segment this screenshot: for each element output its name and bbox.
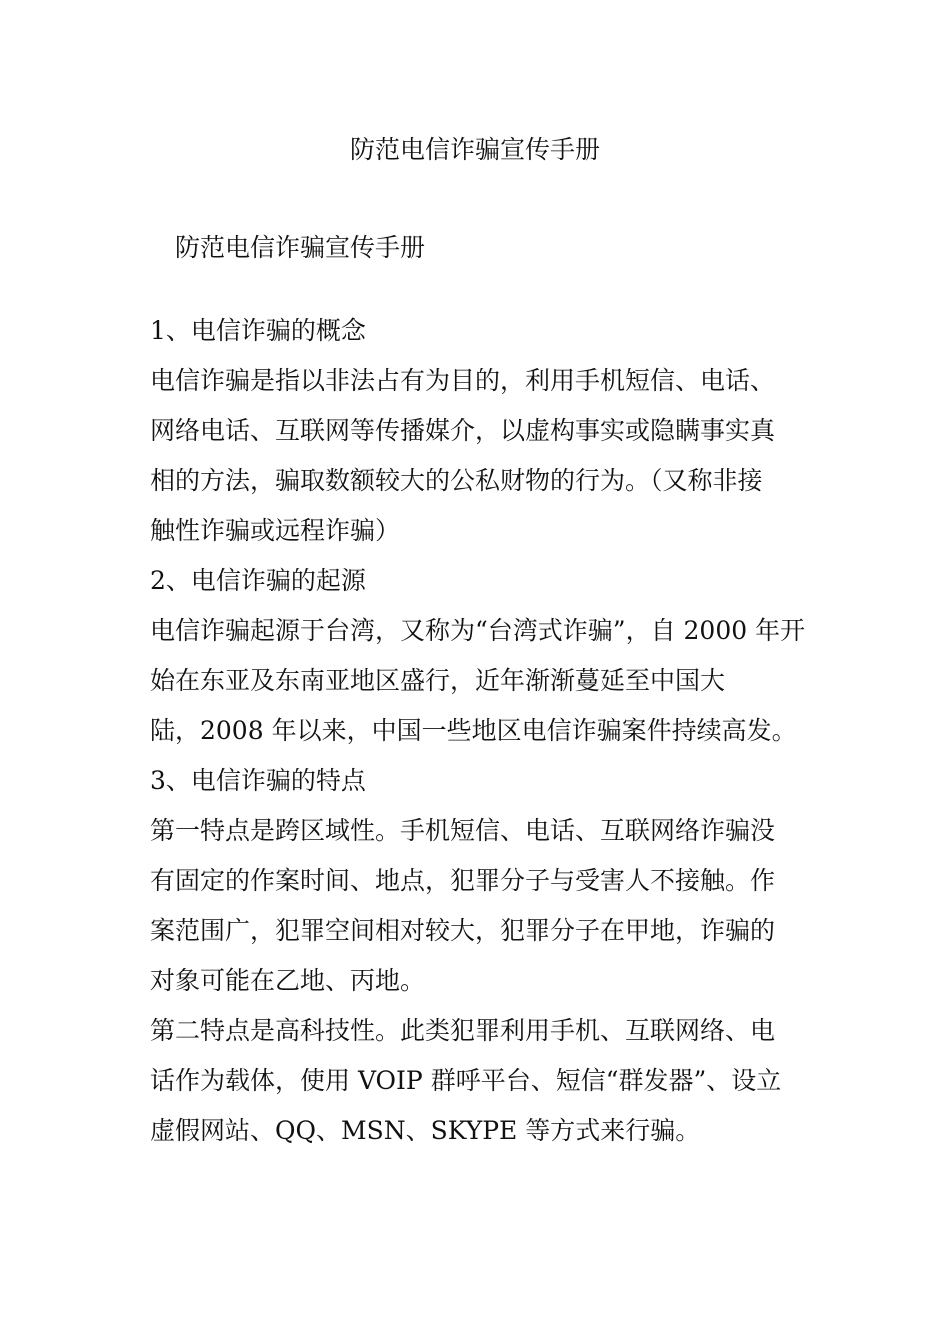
paragraph-line: 电信诈骗起源于台湾，又称为“台湾式诈骗”，自 2000 年开 <box>150 616 806 645</box>
paragraph-line: 第一特点是跨区域性。手机短信、电话、互联网络诈骗没 <box>150 816 776 845</box>
paragraph-line: 话作为载体，使用 VOIP 群呼平台、短信“群发器”、设立 <box>150 1066 782 1095</box>
section-heading: 防范电信诈骗宣传手册 <box>175 233 426 262</box>
paragraph-line: 有固定的作案时间、地点，犯罪分子与受害人不接触。作 <box>150 866 776 895</box>
paragraph-line: 案范围广，犯罪空间相对较大，犯罪分子在甲地，诈骗的 <box>150 916 776 945</box>
paragraph-line: 陆，2008 年以来，中国一些地区电信诈骗案件持续高发。 <box>150 716 797 745</box>
paragraph-line: 始在东亚及东南亚地区盛行，近年渐渐蔓延至中国大 <box>150 666 726 695</box>
paragraph-line: 相的方法，骗取数额较大的公私财物的行为。（又称非接 <box>150 466 763 495</box>
page-title: 防范电信诈骗宣传手册 <box>349 135 600 164</box>
paragraph-line: 虚假网站、QQ、MSN、SKYPE 等方式来行骗。 <box>150 1116 701 1145</box>
paragraph-line: 电信诈骗是指以非法占有为目的，利用手机短信、电话、 <box>150 366 776 395</box>
paragraph-line: 对象可能在乙地、丙地。 <box>150 966 426 995</box>
heading-features: 3、电信诈骗的特点 <box>150 766 366 795</box>
paragraph-line: 网络电话、互联网等传播媒介，以虚构事实或隐瞒事实真 <box>150 416 776 445</box>
paragraph-line: 第二特点是高科技性。此类犯罪利用手机、互联网络、电 <box>150 1016 776 1045</box>
heading-origin: 2、电信诈骗的起源 <box>150 566 366 595</box>
paragraph-line: 触性诈骗或远程诈骗） <box>150 516 401 545</box>
document-body <box>150 306 806 1156</box>
heading-concept: 1、电信诈骗的概念 <box>150 316 366 345</box>
